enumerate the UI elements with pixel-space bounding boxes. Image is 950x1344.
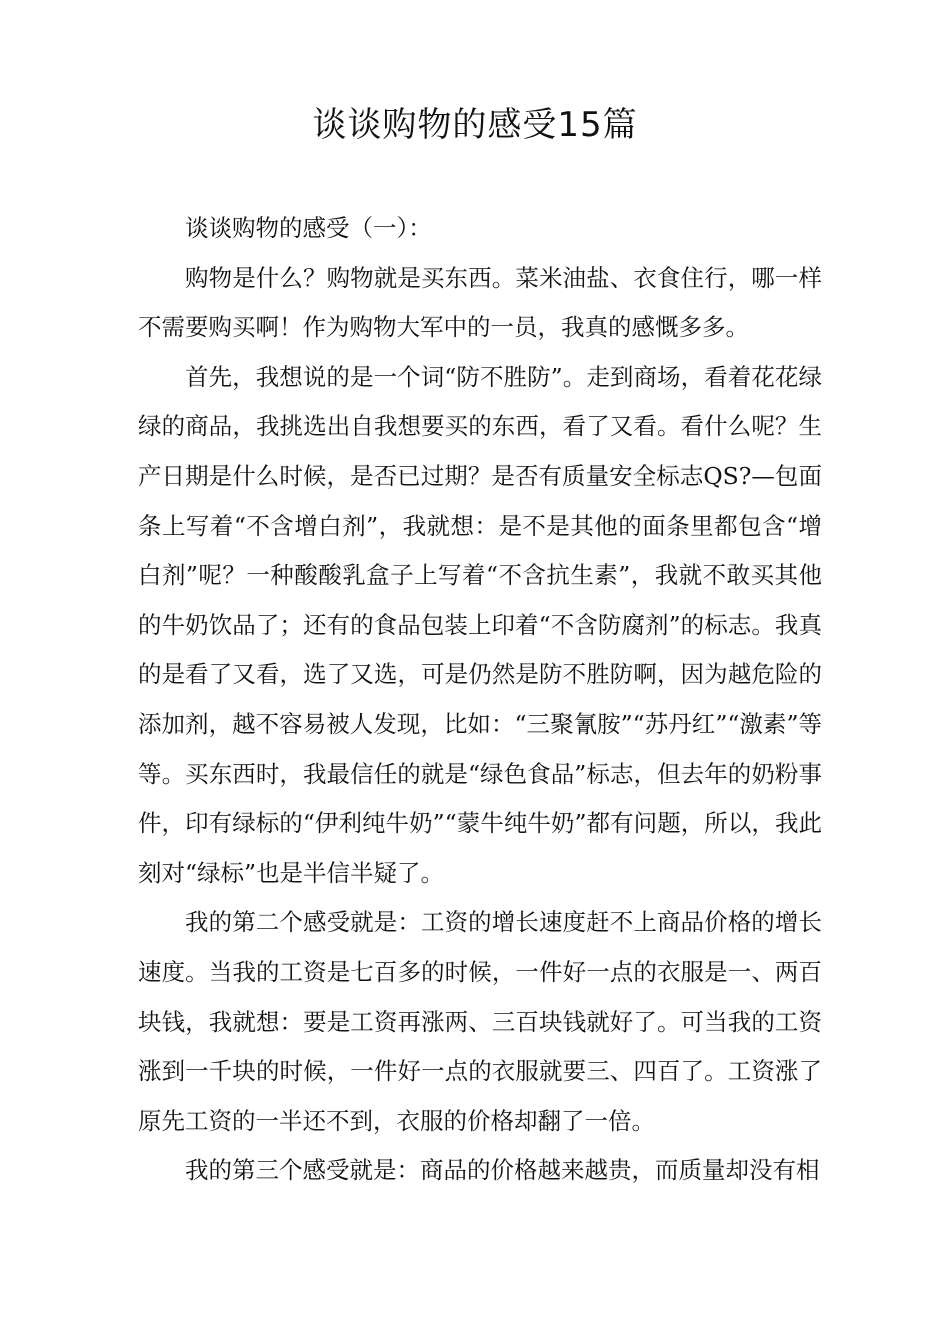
paragraph-first-feeling: 首先，我想说的是一个词“防不胜防”。走到商场，看着花花绿绿的商品，我挑选出自我想要买的东西，看了又看。看什么呢？生产日期是什么时候，是否已过期？是否有质量安全标志QS?—包面条上写着“不含增白剂”，我就想：是不是其他的面条里都包含“增白剂”呢？一种酸酸乳盒子上写着“不含抗生素”，我就不敢买其他的牛奶饮品了；还有的食品包装上印着“不含防腐剂”的标志。我真的是看了又看，选了又选，可是仍然是防不胜防啊，因为越危险的添加剂，越不容易被人发现，比如：“三聚氰胺”“苏丹红”“激素”等等。买东西时，我最信任的就是“绿色食品”标志，但去年的奶粉事件，印有绿标的“伊利纯牛奶”“蒙牛纯牛奶”都有问题，所以，我此刻对“绿标”也是半信半疑了。 xyxy=(138,362,822,887)
paragraph-third-feeling: 我的第三个感受就是：商品的价格越来越贵，而质量却没有相 xyxy=(185,1156,820,1185)
document-title: 谈谈购物的感受15篇 xyxy=(312,105,638,145)
paragraph-section-heading: 谈谈购物的感受（一）： xyxy=(185,214,432,242)
paragraph-intro: 购物是什么？购物就是买东西。菜米油盐、衣食住行，哪一样不需要购买啊！作为购物大军中的一员，我真的感慨多多。 xyxy=(138,263,822,342)
document-body xyxy=(138,204,822,1196)
paragraph-second-feeling: 我的第二个感受就是：工资的增长速度赶不上商品价格的增长速度。当我的工资是七百多的时候，一件好一点的衣服是一、两百块钱，我就想：要是工资再涨两、三百块钱就好了。可当我的工资涨到一千块的时候，一件好一点的衣服就要三、四百了。工资涨了原先工资的一半还不到，衣服的价格却翻了一倍。 xyxy=(138,908,822,1135)
